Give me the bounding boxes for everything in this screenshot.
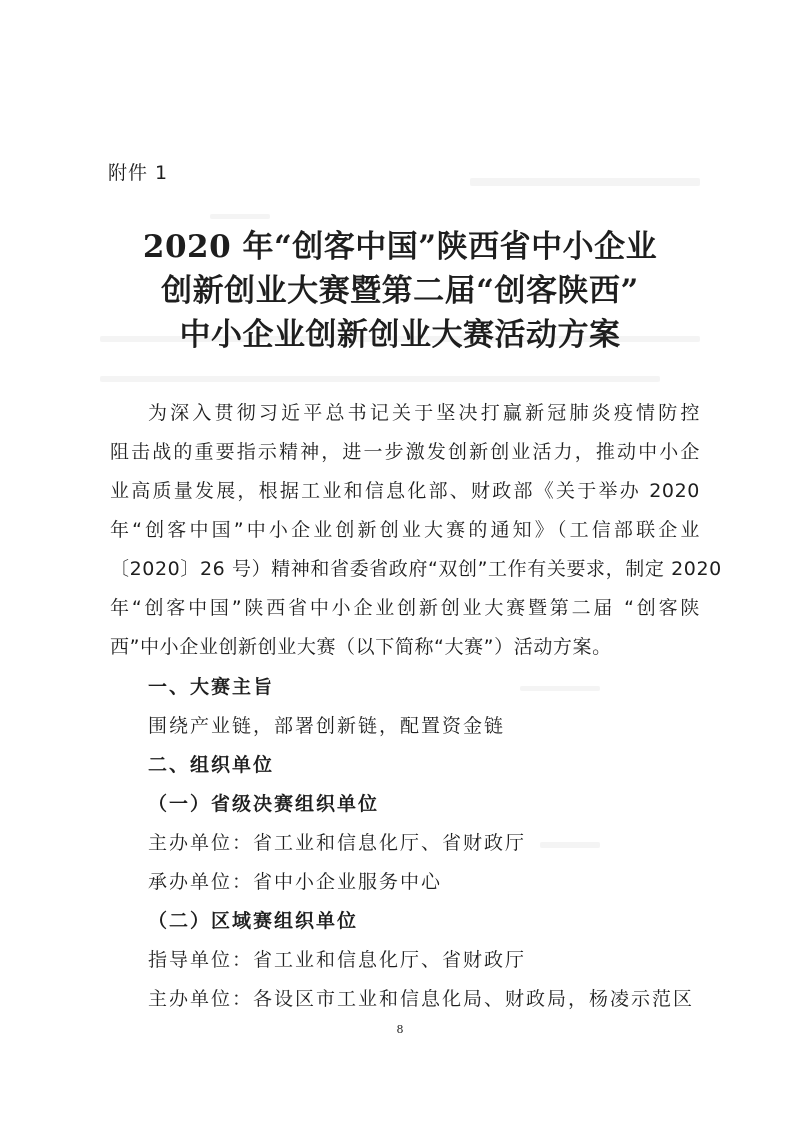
scan-artifact bbox=[470, 178, 700, 186]
intro-line: 年“创客中国”陕西省中小企业创新创业大赛暨第二届 “创客陕 bbox=[110, 597, 700, 619]
intro-line: 业高质量发展，根据工业和信息化部、财政部《关于举办 2020 bbox=[110, 480, 700, 502]
intro-line: 〔2020〕26 号）精神和省委省政府“双创”工作有关要求，制定 2020 bbox=[110, 558, 722, 580]
attachment-label: 附件 1 bbox=[108, 162, 169, 184]
guide-unit-line: 指导单位：省工业和信息化厅、省财政厅 bbox=[148, 949, 527, 971]
intro-line: 为深入贯彻习近平总书记关于坚决打赢新冠肺炎疫情防控 bbox=[148, 402, 700, 424]
intro-line: 西”中小企业创新创业大赛（以下简称“大赛”）活动方案。 bbox=[110, 636, 612, 658]
scan-artifact bbox=[100, 376, 660, 382]
subsection-heading: （一）省级决赛组织单位 bbox=[148, 793, 380, 815]
organizer-unit-line: 承办单位：省中小企业服务中心 bbox=[148, 871, 443, 893]
intro-line: 年“创客中国”中小企业创新创业大赛的通知》（工信部联企业 bbox=[110, 519, 700, 541]
document-title-line-2: 创新创业大赛暨第二届“创客陕西” bbox=[161, 273, 639, 309]
intro-line: 阻击战的重要指示精神，进一步激发创新创业活力，推动中小企 bbox=[110, 441, 700, 463]
document-title-line-1: 2020 年“创客中国”陕西省中小企业 bbox=[142, 229, 658, 265]
scan-artifact bbox=[210, 214, 270, 219]
document-title-line-3: 中小企业创新创业大赛活动方案 bbox=[179, 317, 621, 353]
page-number: 8 bbox=[396, 1023, 404, 1036]
subsection-heading: （二）区域赛组织单位 bbox=[148, 910, 359, 932]
host-unit-line: 主办单位：各设区市工业和信息化局、财政局，杨凌示范区 bbox=[148, 988, 695, 1010]
scan-artifact bbox=[540, 842, 600, 848]
host-unit-line: 主办单位：省工业和信息化厅、省财政厅 bbox=[148, 832, 527, 854]
section-heading: 一、大赛主旨 bbox=[148, 676, 275, 698]
section-heading: 二、组织单位 bbox=[148, 754, 275, 776]
scan-artifact bbox=[520, 686, 600, 691]
section-body: 围绕产业链，部署创新链，配置资金链 bbox=[148, 715, 506, 737]
